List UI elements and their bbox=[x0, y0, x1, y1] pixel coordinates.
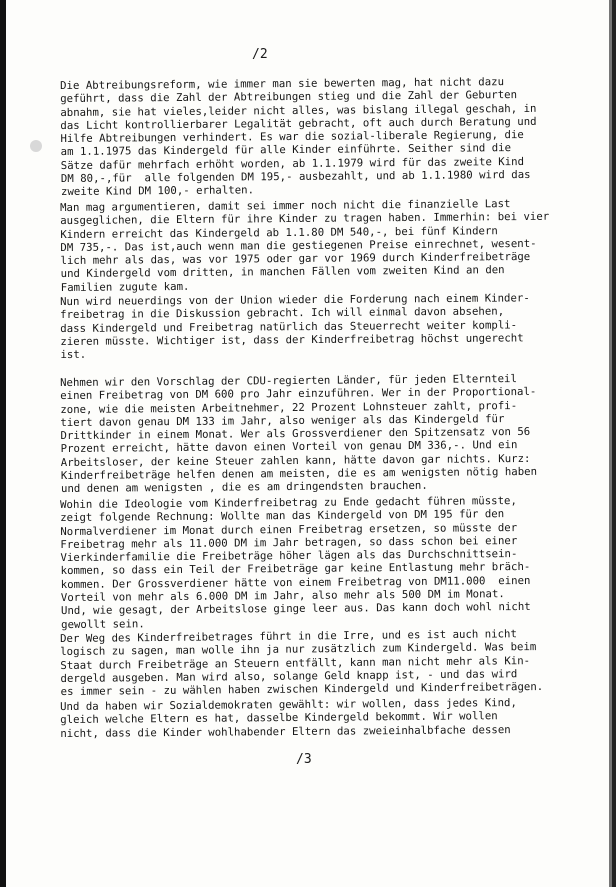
paragraph-abtreibungsreform: Die Abtreibungsreform, wie immer man sie bewerten mag, hat nicht dazu geführt, dass die Zahl der Abtreibungen stieg und die Zahl der Geburten abnahm, sie hat vieles,leider nicht alles, was bislang illegal geschah, in das Licht kontrollierbarer Legalität gebracht, oft auch durch Beratung und Hilfe Abtreibungen verhindert. Es war die sozial-liberale Regierung, die am 1.1.1975 das Kindergeld für alle Kinder einführte. Seither sind die Sätze dafür mehrfach erhöht worden, ab 1.1.1979 wird für das zweite Kind DM 80,-,für alle folgenden DM 195,- ausbezahlt, und ab 1.1.1980 wird das zweite Kind DM 100,- erhalten. bbox=[60, 75, 537, 199]
paragraph-ideologie-rechnung: Wohin die Ideologie vom Kinderfreibetrag zu Ende gedacht führen müsste, zeigt folgende Rechnung: Wollte man das Kindergeld von DM 195 für den Normalverdiener im Monat durch einen Freibetrag ersetzen, so müsste der Freibetrag mehr als 11.000 DM im Jahr betragen, so dass schon bei einer Vierkinderfamilie die Freibeträge höher lägen als das Durchschnittsein- kommen, so dass ein Teil der Freibeträge gar keine Entlastung mehr bräch- kommen. Der Grossverdiener hätte von einem Freibetrag von DM11.000 einen Vorteil von mehr als 6.000 DM im Jahr, also mehr als 500 DM im Monat. Und, wie gesagt, der Arbeitslose ginge leer aus. Das kann doch wohl nicht gewollt sein. bbox=[60, 494, 531, 631]
paragraph-sozialdemokraten: Und da haben wir Sozialdemokraten gewählt: wir wollen, dass jedes Kind, gleich welche Eltern es hat, dasselbe Kindergeld bekommt. Wir wollen nicht, dass die Kinder wohlhabender Eltern das zweieinhalbfache dessen bbox=[60, 696, 517, 740]
page-marker-bottom: /3 bbox=[296, 752, 312, 767]
paragraph-weg-in-die-irre: Der Weg des Kinderfreibetrages führt in die Irre, und es ist auch nicht logisch zu sagen, man wolle ihn ja nur zusätzlich zum Kindergeld. Was beim Staat durch Freibeträge an Steuern entfällt, kann man nicht mehr als Kin- dergeld ausgeben. Man wird also, solange Geld knapp ist, - und das wird es immer sein - zu wählen haben zwischen Kindergeld und Kinderfreibeträgen. bbox=[60, 627, 544, 699]
scan-edge-right bbox=[612, 0, 616, 887]
paragraph-union-forderung: Nun wird neuerdings von der Union wieder die Forderung nach einem Kinder- freibetrag in die Diskussion gebracht. Ich will einmal davon absehen, dass Kindergeld und Freibetrag natürlich das Steuerrecht weiter kompli- zieren müsste. Wichtiger ist, dass der Kinderfreibetrag höchst ungerecht ist. bbox=[60, 291, 530, 362]
page-marker-top: /2 bbox=[252, 47, 268, 62]
scan-edge-left bbox=[0, 0, 6, 887]
punch-hole-mark bbox=[30, 140, 42, 152]
paragraph-cdu-vorschlag: Nehmen wir den Vorschlag der CDU-regierten Länder, für jeden Elternteil einen Freibetrag von DM 600 pro Jahr einzuführen. Wer in der Proportional- zone, wie die meisten Arbeitnehmer, 22 Prozent Lohnsteuer zahlt, profi- tiert davon genau DM 133 im Jahr, also weniger als das Kindergeld für Drittkinder in einem Monat. Wer als Grossverdiener den Spitzensatz von 56 Prozent erreicht, hätte davon einen Vorteil von genau DM 336,-. Und ein Arbeitsloser, der keine Steuer zahlen kann, hätte davon gar nichts. Kurz: Kinderfreibeträge helfen denen am meisten, die es am wenigsten nötig haben und denen am wenigsten , die es am dringendsten brauchen. bbox=[60, 372, 538, 496]
paragraph-finanzielle-last: Man mag argumentieren, damit sei immer noch nicht die finanzielle Last ausgeglichen, die Eltern für ihre Kinder zu tragen haben. Immerhin: bei vier Kindern erreicht das Kindergeld ab 1.1.80 DM 540,-, bei fünf Kindern DM 735,-. Das ist,auch wenn man die gestiegenen Preise einrechnet, wesent- lich mehr als das, was vor 1975 oder gar vor 1969 durch Kinderfreibeträge und Kindergeld vom dritten, in manchen Fällen vom zweiten Kind an den Familien zugute kam. bbox=[60, 197, 550, 294]
